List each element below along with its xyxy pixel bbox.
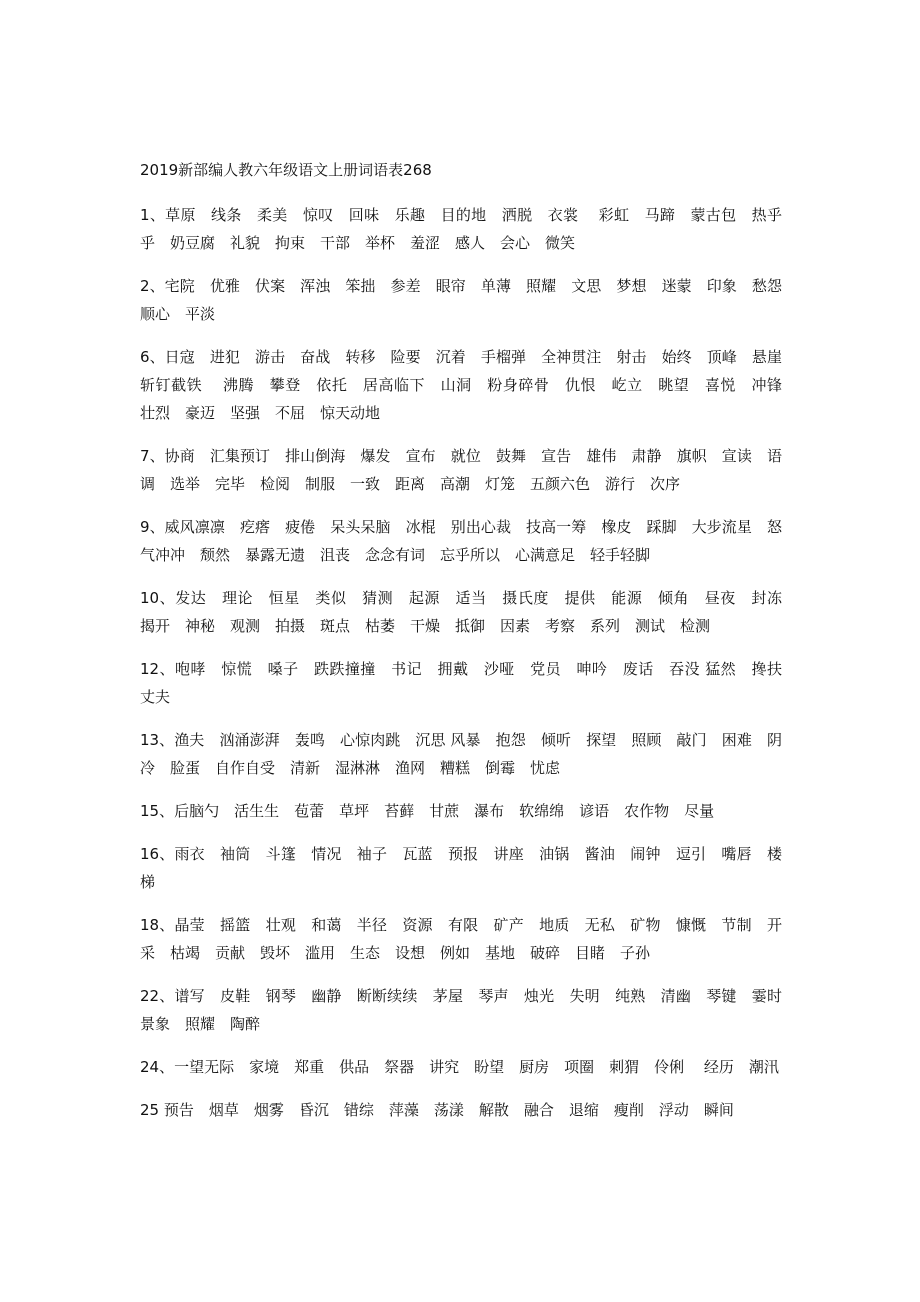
lesson-12-vocabulary: 12、咆哮 惊慌 嗓子 跌跌撞撞 书记 拥戴 沙哑 党员 呻吟 废话 吞没 猛然 搀扶 丈夫: [140, 660, 798, 706]
document-title: 2019新部编人教六年级语文上册词语表268: [140, 161, 432, 179]
lesson-13-vocabulary: 13、渔夫 汹涌澎湃 轰鸣 心惊肉跳 沉思 风暴 抱怨 倾听 探望 照顾 敲门 困难 阴冷 脸蛋 自作自受 清新 湿淋淋 渔网 糟糕 倒霉 忧虑: [140, 731, 782, 777]
lesson-10-vocabulary: 10、发达 理论 恒星 类似 猜测 起源 适当 摄氏度 提供 能源 倾角 昼夜 封冻 揭开 神秘 观测 拍摄 斑点 枯萎 干燥 抵御 因素 考察 系列 测试 检测: [140, 589, 798, 635]
lesson-22-vocabulary: 22、谱写 皮鞋 钢琴 幽静 断断续续 茅屋 琴声 烛光 失明 纯熟 清幽 琴键 霎时 景象 照耀 陶醉: [140, 987, 798, 1033]
lesson-2-vocabulary: 2、宅院 优雅 伏案 浑浊 笨拙 参差 眼帘 单薄 照耀 文思 梦想 迷蒙 印象 愁怨 顺心 平淡: [140, 277, 798, 323]
lesson-7-vocabulary: 7、协商 汇集预订 排山倒海 爆发 宣布 就位 鼓舞 宣告 雄伟 肃静 旗帜 宣读 语调 选举 完毕 检阅 制服 一致 距离 高潮 灯笼 五颜六色 游行 次序: [140, 447, 782, 493]
lesson-24-vocabulary: 24、一望无际 家境 郑重 供品 祭器 讲究 盼望 厨房 项圈 刺猬 伶俐 经历 潮汛: [140, 1058, 779, 1076]
lesson-9-vocabulary: 9、威风凛凛 疙瘩 疲倦 呆头呆脑 冰棍 别出心裁 技高一筹 橡皮 踩脚 大步流星 怒气冲冲 颓然 暴露无遗 沮丧 念念有词 忘乎所以 心满意足 轻手轻脚: [140, 518, 782, 564]
lesson-6-vocabulary: 6、日寇 进犯 游击 奋战 转移 险要 沉着 手榴弹 全神贯注 射击 始终 顶峰 悬崖 斩钉截铁 沸腾 攀登 依托 居高临下 山洞 粉身碎骨 仇恨 屹立 眺望 喜悦 冲锋 壮烈 豪迈 坚强 不屈 惊天动地: [140, 348, 798, 422]
lesson-1-vocabulary: 1、草原 线条 柔美 惊叹 回味 乐趣 目的地 洒脱 衣裳 彩虹 马蹄 蒙古包 热乎乎 奶豆腐 礼貌 拘束 干部 举杯 羞涩 感人 会心 微笑: [140, 206, 782, 252]
lesson-16-vocabulary: 16、雨衣 袖筒 斗篷 情况 袖子 瓦蓝 预报 讲座 油锅 酱油 闹钟 逗引 嘴唇 楼梯: [140, 845, 782, 891]
lesson-15-vocabulary: 15、后脑勺 活生生 苞蕾 草坪 苔藓 甘蔗 瀑布 软绵绵 谚语 农作物 尽量: [140, 802, 715, 820]
lesson-25-vocabulary: 25 预告 烟草 烟雾 昏沉 错综 萍藻 荡漾 解散 融合 退缩 瘦削 浮动 瞬间: [140, 1101, 734, 1119]
lesson-18-vocabulary: 18、晶莹 摇篮 壮观 和蔼 半径 资源 有限 矿产 地质 无私 矿物 慷慨 节制 开采 枯竭 贡献 毁坏 滥用 生态 设想 例如 基地 破碎 目睹 子孙: [140, 916, 782, 962]
document-page: [140, 158, 798, 1139]
